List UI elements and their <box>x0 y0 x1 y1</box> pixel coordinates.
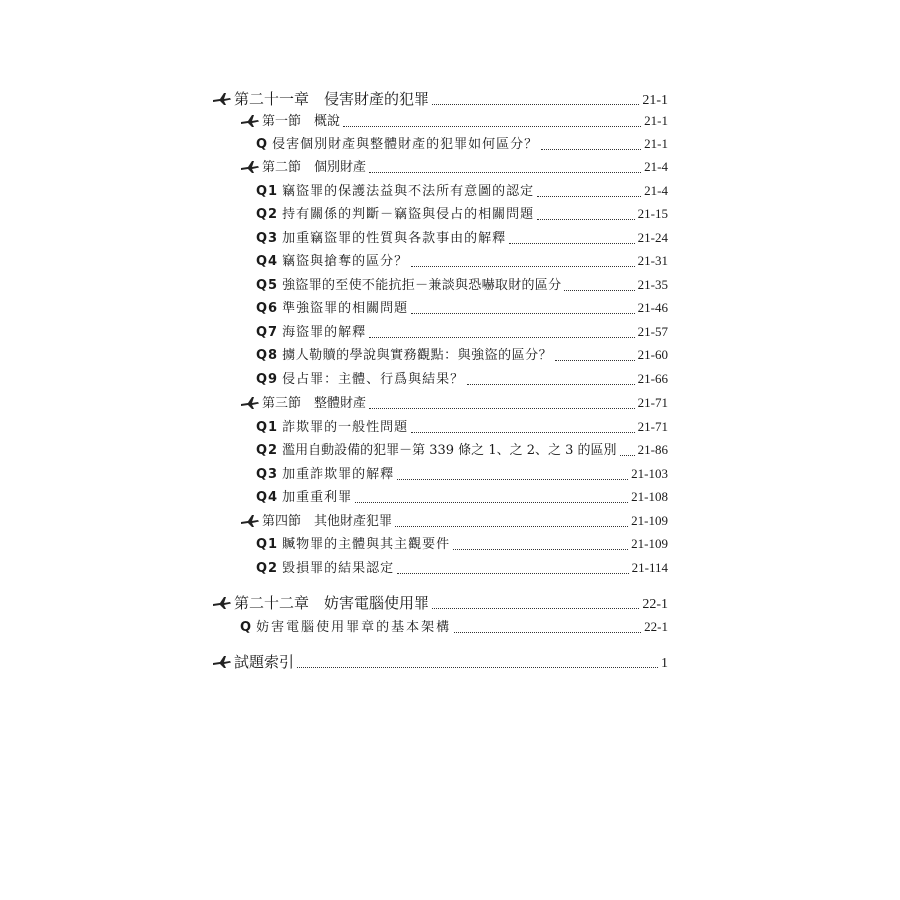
toc-question[interactable] <box>256 368 668 390</box>
toc-page-number: 21-1 <box>644 113 668 128</box>
toc-question[interactable] <box>256 463 668 485</box>
toc-question[interactable] <box>256 439 668 461</box>
toc-index[interactable] <box>212 651 668 673</box>
question-number: Q9 <box>256 372 279 387</box>
toc-section-4[interactable] <box>240 510 668 532</box>
airplane-icon <box>212 92 232 106</box>
toc-question[interactable] <box>256 203 668 225</box>
toc-chapter-22[interactable] <box>212 592 668 614</box>
question-number: Q3 <box>256 231 279 246</box>
toc-page-number: 21-4 <box>644 159 668 174</box>
question-number: Q2 <box>256 443 279 458</box>
question-number: Q <box>240 620 253 635</box>
dot-leader <box>411 266 635 267</box>
toc-section-3[interactable] <box>240 392 668 414</box>
dot-leader <box>397 573 629 574</box>
toc-title: 濫用自動設備的犯罪－第 339 條之 1、之 2、之 3 的區別 <box>282 443 617 458</box>
airplane-icon <box>212 655 232 669</box>
dot-leader <box>432 104 639 105</box>
toc-title: 第四節 其他財產犯罪 <box>262 514 393 529</box>
toc-page-number: 21-109 <box>631 536 668 551</box>
toc-title: 侵占罪：主體、行爲與結果？ <box>282 372 465 387</box>
dot-leader <box>467 384 635 385</box>
dot-leader <box>555 360 635 361</box>
question-number: Q <box>256 137 269 152</box>
toc-page-number: 22-1 <box>642 597 668 612</box>
toc-page-number: 21-4 <box>644 183 668 198</box>
dot-leader <box>411 432 635 433</box>
toc-title: 海盜罪的解釋 <box>282 325 367 340</box>
toc-question[interactable] <box>240 616 668 638</box>
toc-question[interactable] <box>256 297 668 319</box>
dot-leader <box>537 196 641 197</box>
toc-question[interactable] <box>256 486 668 508</box>
toc-question[interactable] <box>256 344 668 366</box>
toc-title: 擄人勒贖的學說與實務觀點：與強盜的區分？ <box>282 348 553 363</box>
toc-question[interactable] <box>256 250 668 272</box>
toc-page-number: 21-66 <box>637 371 668 386</box>
question-number: Q4 <box>256 254 279 269</box>
toc-title: 第二十一章 侵害財產的犯罪 <box>234 90 430 108</box>
question-number: Q4 <box>256 490 279 505</box>
dot-leader <box>411 313 635 314</box>
toc-page-number: 21-1 <box>644 136 668 151</box>
toc-question[interactable] <box>256 180 668 202</box>
toc-page-number: 21-109 <box>631 513 668 528</box>
dot-leader <box>343 126 641 127</box>
toc-title: 竊盜罪的保護法益與不法所有意圖的認定 <box>282 184 535 199</box>
toc-page-number: 21-71 <box>637 419 668 434</box>
dot-leader <box>541 149 641 150</box>
toc-question[interactable] <box>256 133 668 155</box>
toc-question[interactable] <box>256 557 668 579</box>
toc-question[interactable] <box>256 416 668 438</box>
dot-leader <box>537 219 635 220</box>
question-number: Q2 <box>256 207 279 222</box>
dot-leader <box>454 632 641 633</box>
toc-title: 加重詐欺罪的解釋 <box>282 467 395 482</box>
toc-title: 第二十二章 妨害電腦使用罪 <box>234 594 430 612</box>
dot-leader <box>397 479 628 480</box>
toc-title: 妨害電腦使用罪章的基本架構 <box>256 620 452 635</box>
airplane-icon <box>240 396 260 410</box>
airplane-icon <box>240 114 260 128</box>
dot-leader <box>395 526 628 527</box>
dot-leader <box>453 549 628 550</box>
dot-leader <box>297 667 658 668</box>
toc-page-number: 21-71 <box>637 395 668 410</box>
toc-page-number: 21-46 <box>637 300 668 315</box>
toc-title: 試題索引 <box>234 653 295 671</box>
toc-title: 竊盜與搶奪的區分？ <box>282 254 409 269</box>
question-number: Q1 <box>256 537 279 552</box>
toc-chapter-21[interactable] <box>212 88 668 110</box>
toc-title: 加重重利罪 <box>282 490 353 505</box>
question-number: Q5 <box>256 278 279 293</box>
toc-page-number: 21-31 <box>637 253 668 268</box>
airplane-icon <box>212 596 232 610</box>
toc-question[interactable] <box>256 227 668 249</box>
toc-page-number: 22-1 <box>644 619 668 634</box>
toc-page-number: 21-24 <box>637 230 668 245</box>
dot-leader <box>369 408 635 409</box>
toc-title: 第一節 概說 <box>262 114 341 129</box>
question-number: Q3 <box>256 467 279 482</box>
toc-title: 侵害個別財產與整體財產的犯罪如何區分？ <box>272 137 539 152</box>
question-number: Q2 <box>256 561 279 576</box>
toc-title: 詐欺罪的一般性問題 <box>282 420 409 435</box>
toc-title: 持有關係的判斷－竊盜與侵占的相關問題 <box>282 207 535 222</box>
toc-page-number: 21-35 <box>637 277 668 292</box>
dot-leader <box>509 243 635 244</box>
dot-leader <box>432 608 639 609</box>
toc-title: 贓物罪的主體與其主觀要件 <box>282 537 451 552</box>
toc-title: 強盜罪的至使不能抗拒－兼談與恐嚇取財的區分 <box>282 278 562 293</box>
toc-question[interactable] <box>256 274 668 296</box>
toc-title: 準強盜罪的相關問題 <box>282 301 409 316</box>
question-number: Q7 <box>256 325 279 340</box>
toc-page-number: 21-86 <box>637 442 668 457</box>
toc-page-number: 21-57 <box>637 324 668 339</box>
toc-page-number: 21-103 <box>631 466 668 481</box>
toc-page-number: 21-60 <box>637 347 668 362</box>
toc-title: 毀損罪的結果認定 <box>282 561 395 576</box>
dot-leader <box>564 290 634 291</box>
toc-title: 加重竊盜罪的性質與各款事由的解釋 <box>282 231 507 246</box>
dot-leader <box>620 455 635 456</box>
toc-question[interactable] <box>256 321 668 343</box>
toc-page-number: 1 <box>661 656 668 671</box>
dot-leader <box>369 172 641 173</box>
toc-page-number: 21-114 <box>631 560 668 575</box>
dot-leader <box>355 502 628 503</box>
toc-page-number: 21-108 <box>631 489 668 504</box>
toc-section-2[interactable] <box>240 156 668 178</box>
question-number: Q6 <box>256 301 279 316</box>
toc-section-1[interactable] <box>240 110 668 132</box>
toc-title: 第二節 個別財產 <box>262 160 367 175</box>
question-number: Q1 <box>256 184 279 199</box>
question-number: Q8 <box>256 348 279 363</box>
dot-leader <box>369 337 635 338</box>
toc-page-number: 21-15 <box>637 206 668 221</box>
toc-title: 第三節 整體財產 <box>262 396 367 411</box>
airplane-icon <box>240 160 260 174</box>
toc-page-number: 21-1 <box>642 93 668 108</box>
question-number: Q1 <box>256 420 279 435</box>
toc-question[interactable] <box>256 533 668 555</box>
airplane-icon <box>240 514 260 528</box>
